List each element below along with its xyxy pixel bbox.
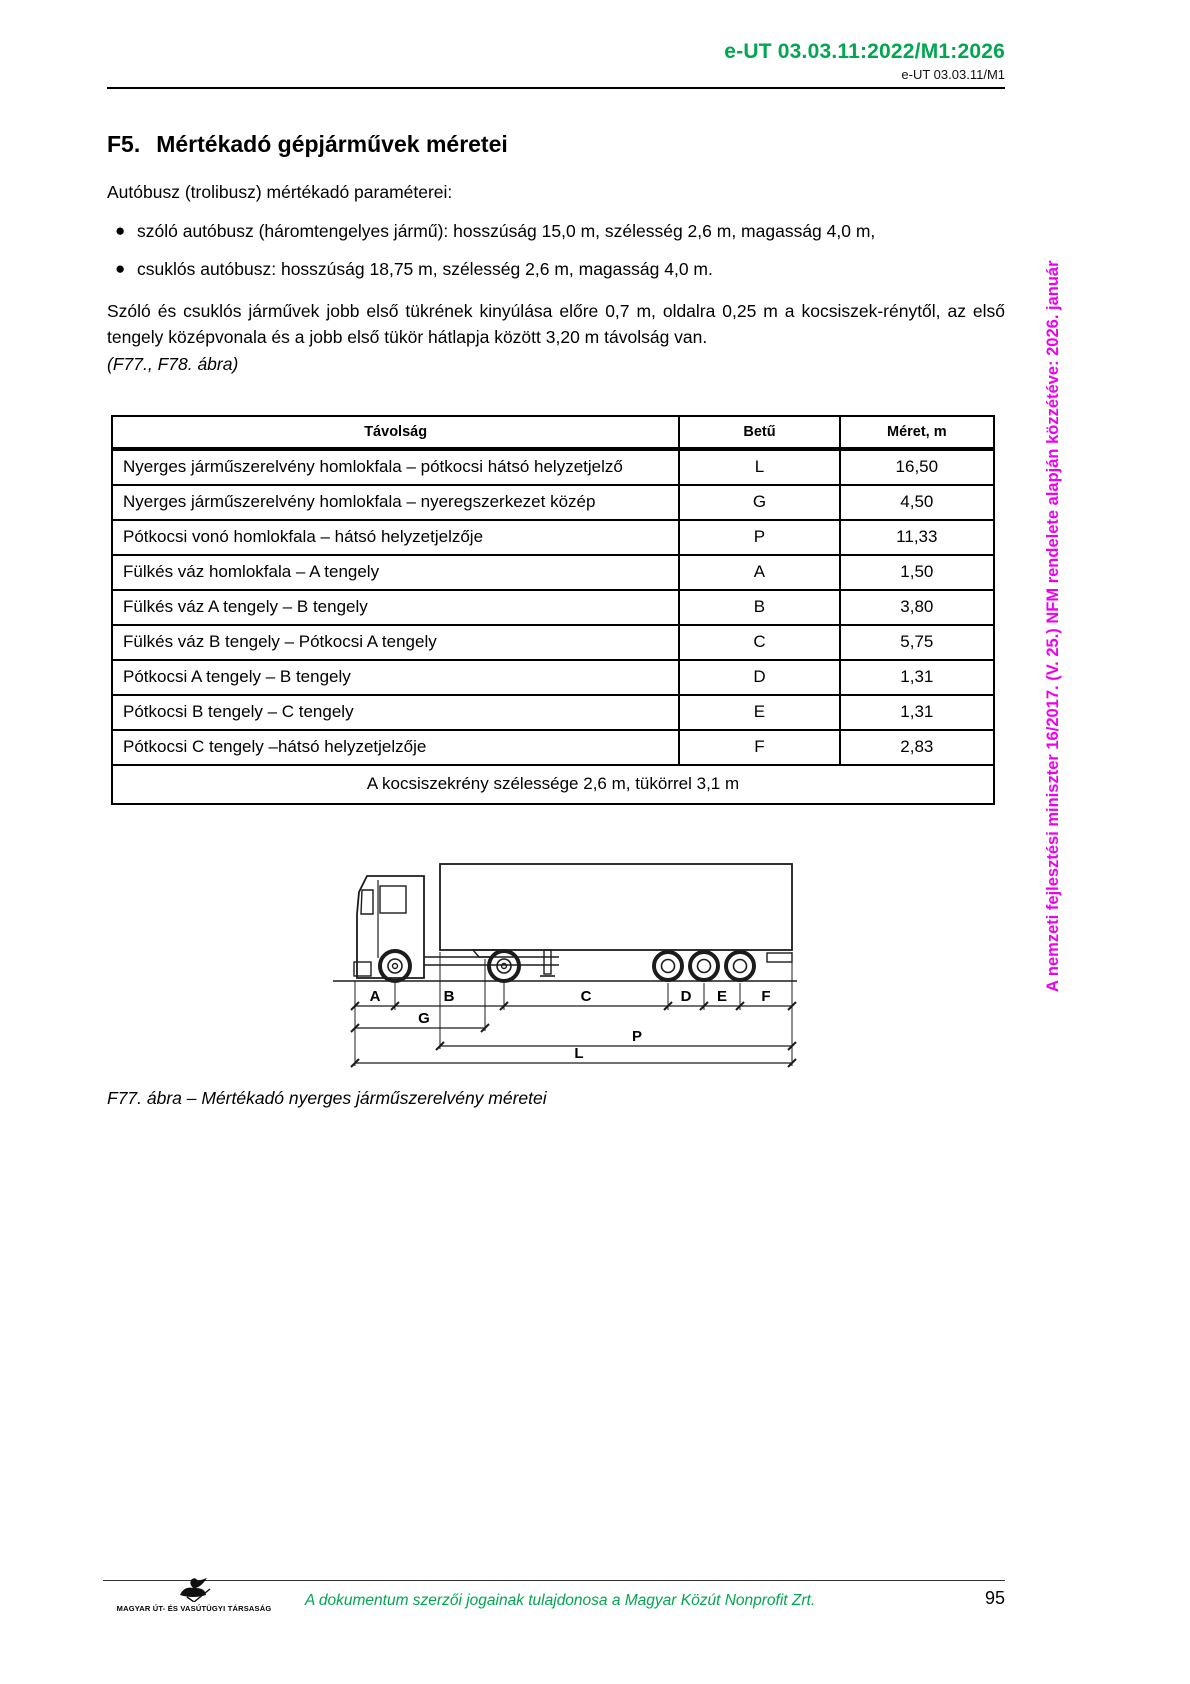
trailer-wheel-2 bbox=[690, 952, 718, 980]
figure-truck-diagram bbox=[327, 850, 807, 1082]
dimensions-table bbox=[111, 415, 995, 805]
table-row bbox=[112, 555, 994, 590]
front-wheel-center bbox=[393, 964, 398, 969]
intro-paragraph: Autóbusz (trolibusz) mértékadó paraméterei: bbox=[107, 182, 453, 202]
cell-letter: P bbox=[679, 520, 839, 555]
figure-reference: (F77., F78. ábra) bbox=[107, 353, 239, 374]
table-row bbox=[112, 520, 994, 555]
trailer-wheel-2-hub bbox=[698, 960, 711, 973]
table-row bbox=[112, 625, 994, 660]
cell-size: 1,50 bbox=[840, 555, 994, 590]
front-wheel-hub bbox=[388, 959, 402, 973]
cell-distance: Nyerges járműszerelvény homlokfala – nyeregszerkezet közép bbox=[112, 485, 679, 520]
trailer-wheel-3-hub bbox=[734, 960, 747, 973]
cell-letter: F bbox=[679, 730, 839, 765]
truck-drawing bbox=[327, 850, 807, 1082]
bullet-icon: ● bbox=[115, 259, 126, 278]
dim-label-p: P bbox=[631, 1028, 643, 1045]
section-title bbox=[107, 131, 1005, 158]
cell-size: 5,75 bbox=[840, 625, 994, 660]
bullet-item bbox=[107, 221, 1005, 242]
table-row bbox=[112, 449, 994, 485]
cell-letter: B bbox=[679, 590, 839, 625]
cell-size: 4,50 bbox=[840, 485, 994, 520]
cell-size: 2,83 bbox=[840, 730, 994, 765]
cell-size: 11,33 bbox=[840, 520, 994, 555]
side-note-vertical: A nemzeti fejlesztési miniszter 16/2017. (V. 25.) NFM rendelete alapján közzétéve: 2026. január bbox=[1044, 260, 1062, 992]
dim-label-e: E bbox=[716, 988, 728, 1005]
doc-code-small: e-UT 03.03.11/M1 bbox=[901, 67, 1005, 82]
table-row bbox=[112, 660, 994, 695]
dim-label-d: D bbox=[680, 988, 692, 1005]
cell-letter: C bbox=[679, 625, 839, 660]
cell-size: 1,31 bbox=[840, 660, 994, 695]
table-row bbox=[112, 730, 994, 765]
trailer-box bbox=[440, 864, 792, 950]
cab-outline bbox=[357, 876, 424, 978]
drive-wheel-center bbox=[502, 964, 507, 969]
table-footer-note: A kocsiszekrény szélessége 2,6 m, tükörrel 3,1 m bbox=[112, 765, 994, 804]
cell-size: 3,80 bbox=[840, 590, 994, 625]
footer-logo-text: MAGYAR ÚT- ÉS VASÚTÜGYI TÁRSASÁG bbox=[116, 1604, 272, 1613]
front-wheel bbox=[380, 951, 410, 981]
drive-wheel-hub bbox=[497, 959, 511, 973]
dim-label-f: F bbox=[761, 988, 771, 1005]
side-window bbox=[380, 886, 406, 913]
cell-distance: Pótkocsi vonó homlokfala – hátsó helyzetjelzője bbox=[112, 520, 679, 555]
header-rule bbox=[107, 87, 1005, 89]
cell-distance: Nyerges járműszerelvény homlokfala – pótkocsi hátsó helyzetjelző bbox=[112, 449, 679, 485]
cell-distance: Pótkocsi C tengely –hátsó helyzetjelzője bbox=[112, 730, 679, 765]
footer-copyright: A dokumentum szerzői jogainak tulajdonosa a Magyar Közút Nonprofit Zrt. bbox=[304, 1592, 816, 1609]
bullet-icon: ● bbox=[115, 221, 126, 240]
dim-label-c: C bbox=[580, 988, 592, 1005]
rear-marker-box bbox=[767, 953, 792, 962]
doc-code-green: e-UT 03.03.11:2022/M1:2026 bbox=[724, 40, 1005, 63]
cell-distance: Pótkocsi B tengely – C tengely bbox=[112, 695, 679, 730]
trailer-wheel-1 bbox=[654, 952, 682, 980]
trailer-wheel-3 bbox=[726, 952, 754, 980]
dim-label-a: A bbox=[369, 988, 381, 1005]
cell-size: 16,50 bbox=[840, 449, 994, 485]
section-title-text: Mértékadó gépjárművek méretei bbox=[156, 131, 508, 157]
bullet-list bbox=[107, 221, 1005, 280]
table-row bbox=[112, 485, 994, 520]
section-number: F5. bbox=[107, 131, 141, 157]
swan-logo-icon bbox=[174, 1576, 214, 1602]
cell-letter: G bbox=[679, 485, 839, 520]
cell-distance: Fülkés váz homlokfala – A tengely bbox=[112, 555, 679, 590]
cell-size: 1,31 bbox=[840, 695, 994, 730]
cell-distance: Pótkocsi A tengely – B tengely bbox=[112, 660, 679, 695]
col-header-letter: Betű bbox=[679, 416, 839, 449]
bullet-text: csuklós autóbusz: hosszúság 18,75 m, szélesség 2,6 m, magasság 4,0 m. bbox=[137, 259, 713, 279]
table-footer-row bbox=[112, 765, 994, 804]
cell-letter: E bbox=[679, 695, 839, 730]
cell-letter: D bbox=[679, 660, 839, 695]
body-paragraph: Szóló és csuklós járművek jobb első tükrének kinyúlása előre 0,7 m, oldalra 0,25 m a kocsiszek-rénytől, az első tengely középvonala és a jobb első tükör hátlapja között 3,20 m távolság van. bbox=[107, 301, 1005, 348]
figure-caption: F77. ábra – Mértékadó nyerges járműszerelvény méretei bbox=[107, 1088, 547, 1108]
windshield bbox=[361, 890, 373, 914]
dim-label-b: B bbox=[443, 988, 455, 1005]
table-row bbox=[112, 695, 994, 730]
page-content bbox=[107, 0, 1005, 805]
cell-letter: A bbox=[679, 555, 839, 590]
cell-letter: L bbox=[679, 449, 839, 485]
dim-label-l: L bbox=[574, 1045, 584, 1062]
col-header-distance: Távolság bbox=[112, 416, 679, 449]
table-header-row bbox=[112, 416, 994, 449]
trailer-wheel-1-hub bbox=[662, 960, 675, 973]
drive-wheel bbox=[489, 951, 519, 981]
landing-gear bbox=[544, 950, 551, 974]
bullet-item bbox=[107, 259, 1005, 280]
cell-distance: Fülkés váz A tengely – B tengely bbox=[112, 590, 679, 625]
page-number: 95 bbox=[984, 1588, 1005, 1608]
col-header-size: Méret, m bbox=[840, 416, 994, 449]
cell-distance: Fülkés váz B tengely – Pótkocsi A tengely bbox=[112, 625, 679, 660]
bullet-text: szóló autóbusz (háromtengelyes jármű): hosszúság 15,0 m, szélesség 2,6 m, magasság 4,0 m, bbox=[137, 221, 876, 241]
dim-label-g: G bbox=[418, 1010, 430, 1027]
table-row bbox=[112, 590, 994, 625]
